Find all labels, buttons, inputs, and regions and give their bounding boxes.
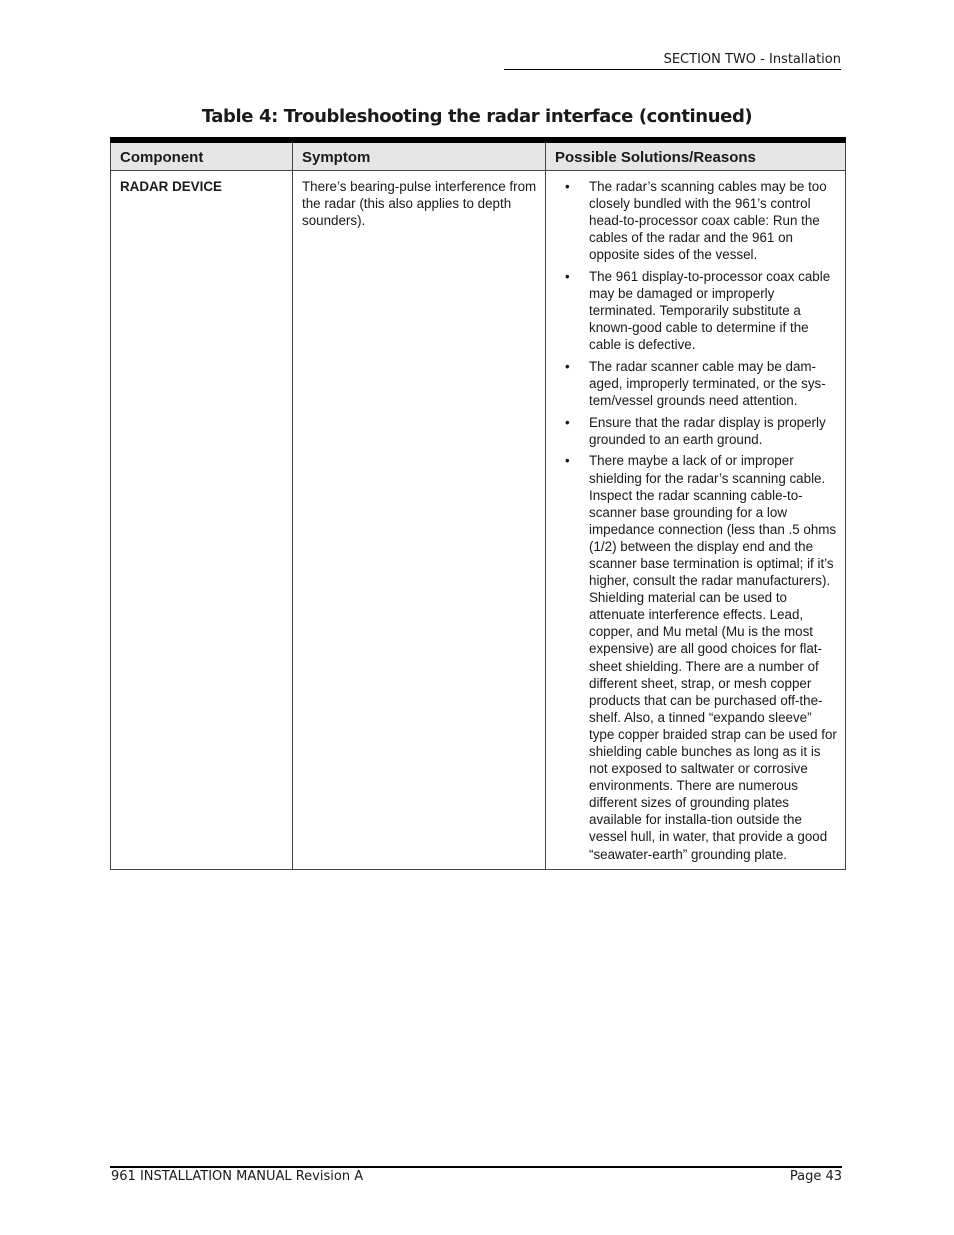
running-header: SECTION TWO - Installation (504, 51, 841, 70)
column-header-component: Component (111, 140, 293, 171)
solution-text: There maybe a lack of or improper shielding for the radar’s scanning cable. Inspect the radar scanning cable-to-scanner base grounding for a low impedance connection (less than .5 ohms (1/2) between the display end and the scanner base termination is optimal; if it’s higher, consult the radar manufacturers). Shielding material can be used to attenuate interference effects. Lead, copper, and Mu metal (Mu is the most expensive) are all good choices for flat-sheet shielding. There are a number of different sheet, strap, or mesh copper products that can be purchased off-the-shelf. Also, a tinned “expando sleeve” type copper braided strap can be used for shielding cable bunches as long as it is not exposed to saltwater or corrosive environments. There are numerous different sizes of grounding plates available for installa-tion outside the vessel hull, in water, that provide a good “seawater-earth” grounding plate. (589, 453, 837, 862)
solution-text: The 961 display-to-processor coax cable may be damaged or improperly terminated. Temporarily substitute a known-good cable to determine if the cable is defective. (589, 268, 831, 353)
table-header-row (111, 140, 846, 171)
table-title: Table 4: Troubleshooting the radar interface (continued) (201, 106, 753, 127)
solutions-cell (546, 174, 846, 869)
solution-text: The radar’s scanning cables may be too closely bundled with the 961’s control head-to-processor coax cable: Run the cables of the radar and the 961 on opposite sides of the vessel. (589, 179, 827, 263)
solution-item (555, 358, 837, 409)
solution-item (555, 268, 837, 353)
column-header-symptom: Symptom (293, 140, 546, 171)
component-name: RADAR DEVICE (120, 179, 222, 194)
solution-text: Ensure that the radar display is properly grounded to an earth ground. (589, 414, 826, 447)
bullet-icon: • (565, 179, 570, 194)
footer-page-number: Page 43 (789, 1169, 842, 1184)
bullet-icon: • (565, 358, 570, 374)
footer-manual-title: 961 INSTALLATION MANUAL Revision A (111, 1169, 364, 1184)
troubleshooting-table (110, 137, 846, 870)
symptom-cell: There’s bearing-pulse interference from the radar (this also applies to depth sounders). (293, 174, 546, 869)
column-header-solutions: Possible Solutions/Reasons (546, 140, 846, 171)
bullet-icon: • (565, 268, 570, 284)
solution-item (555, 452, 837, 862)
bullet-icon: • (565, 453, 570, 469)
table-row (111, 174, 846, 869)
bullet-icon: • (565, 414, 570, 430)
solution-text: The radar scanner cable may be dam-aged, improperly terminated, or the sys-tem/vessel grounds need attention. (589, 358, 826, 409)
solution-item (555, 178, 837, 263)
component-cell (111, 174, 293, 869)
solution-item (555, 414, 837, 448)
solutions-list (555, 178, 837, 863)
